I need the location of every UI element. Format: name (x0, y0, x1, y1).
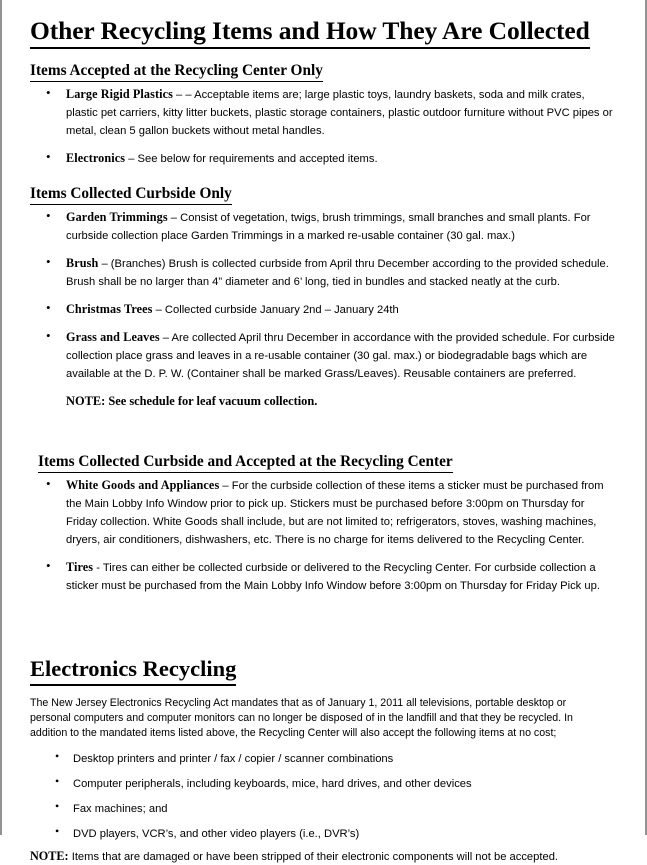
list-item (30, 254, 615, 290)
section-heading: Items Accepted at the Recycling Center Only (30, 62, 323, 82)
list-item-lead: White Goods and Appliances (66, 478, 220, 493)
electronics-heading: Electronics Recycling (30, 656, 236, 686)
list-item-body: – Are collected April thru December in accordance with the provided schedule. For curbside collection place grass and leaves in a re-usable container (30 gal. max.) or biodegradable bags which are available at the D. P. W. (Container shall be marked Grass/Leaves). Reusable containers are preferred. (66, 332, 615, 381)
bullet-icon: • (55, 774, 60, 789)
electronics-intro: The New Jersey Electronics Recycling Act mandates that as of January 1, 2011 all televisions, portable desktop or personal computers and computer monitors can no longer be disposed of in the landfill and that they be recycled. In addition to the mandated items listed above, the Recycling Center will also accept the following items at no cost; (30, 697, 573, 739)
list-item-text (66, 89, 613, 137)
list-item-text (66, 304, 399, 316)
list-item-body: – Collected curbside January 2nd – January 24th (152, 304, 399, 317)
note-label: NOTE: (30, 849, 69, 864)
list-item-text (66, 212, 591, 242)
bullet-icon: • (46, 300, 51, 316)
list-item-lead: Garden Trimmings (66, 210, 168, 225)
list-item (30, 208, 615, 244)
list-item-text (66, 332, 615, 380)
bullet-list (30, 208, 615, 382)
list-item (30, 328, 615, 382)
bullet-icon: • (55, 824, 60, 839)
leaf-vacuum-note: NOTE: See schedule for leaf vacuum collection. (66, 394, 318, 409)
list-item (30, 85, 615, 139)
section-curbside-only (30, 185, 615, 409)
page-title: Other Recycling Items and How They Are Collected (30, 16, 590, 49)
list-item-text (66, 480, 604, 546)
list-item-lead: Electronics (66, 151, 126, 166)
bullet-list (30, 476, 615, 594)
section-electronics-recycling (30, 656, 615, 864)
list-item (30, 749, 615, 767)
list-item-lead: Large Rigid Plastics (66, 87, 173, 102)
bullet-icon: • (46, 476, 51, 492)
list-item-text: Computer peripherals, including keyboards, mice, hard drives, and other devices (73, 778, 472, 791)
list-item (30, 300, 615, 318)
bullet-icon: • (46, 254, 51, 270)
list-item (30, 799, 615, 817)
electronics-note (30, 849, 615, 865)
list-item-body: – (Branches) Brush is collected curbside from April thru December according to the provided schedule. Brush shall be no larger than 4” diameter and 6’ long, tied in bundles and stacked neatly at the curb. (66, 258, 609, 289)
list-item-lead: Tires (66, 560, 94, 575)
list-item-lead: Christmas Trees (66, 302, 153, 317)
list-item-text (66, 153, 378, 165)
list-item-text (66, 562, 600, 592)
note-text: Items that are damaged or have been stripped of their electronic components will not be accepted. (68, 851, 559, 864)
list-item-body: – – Acceptable items are; large plastic toys, laundry baskets, soda and milk crates, plastic pet carriers, kitty litter buckets, plastic storage containers, plastic outdoor furniture without PVC pipes or metal, clean 5 gallon buckets without metal handles. (66, 89, 613, 138)
bullet-icon: • (46, 85, 51, 101)
list-item-text: Desktop printers and printer / fax / copier / scanner combinations (73, 753, 394, 766)
electronics-bullet-list (30, 749, 615, 842)
list-item-text: Fax machines; and (73, 803, 168, 816)
bullet-icon: • (55, 749, 60, 764)
list-item-body: - Tires can either be collected curbside or delivered to the Recycling Center. For curbside collection a sticker must be purchased from the Main Lobby Info Window before 3:00pm on Thursday for Friday Pick up. (66, 562, 600, 593)
bullet-icon: • (46, 328, 51, 344)
list-item (30, 774, 615, 792)
list-item (30, 476, 615, 548)
bullet-icon: • (46, 558, 51, 574)
section-recycling-center-only (30, 62, 615, 167)
bullet-list (30, 85, 615, 167)
section-heading: Items Collected Curbside Only (30, 185, 232, 205)
list-item-lead: Brush (66, 256, 99, 271)
document-content (30, 16, 615, 865)
list-item-body: – Consist of vegetation, twigs, brush trimmings, small branches and small plants. For curbside collection place Garden Trimmings in a marked re-usable container (30 gal. max.) (66, 212, 591, 243)
bullet-icon: • (55, 799, 60, 814)
scan-edge-left (0, 0, 2, 835)
list-item-text (66, 258, 609, 288)
list-item (30, 824, 615, 842)
list-item-body: – For the curbside collection of these items a sticker must be purchased from the Main Lobby Info Window prior to pick up. Stickers must be purchased before 3:00pm on Thursday for Friday collection. White Goods shall include, but are not limited to; refrigerators, stoves, washing machines, dryers, air conditioners, dishwashers, etc. There is no charge for items delivered to the Recycling Center. (66, 480, 604, 547)
bullet-icon: • (46, 208, 51, 224)
list-item-body: – See below for requirements and accepted items. (125, 153, 378, 166)
list-item-text: DVD players, VCR’s, and other video players (i.e., DVR’s) (73, 828, 360, 841)
bullet-icon: • (46, 149, 51, 165)
list-item (30, 149, 615, 167)
section-heading: Items Collected Curbside and Accepted at the Recycling Center (38, 453, 453, 473)
list-item (30, 558, 615, 594)
list-item-lead: Grass and Leaves (66, 330, 160, 345)
section-curbside-and-recycling-center (30, 453, 615, 594)
